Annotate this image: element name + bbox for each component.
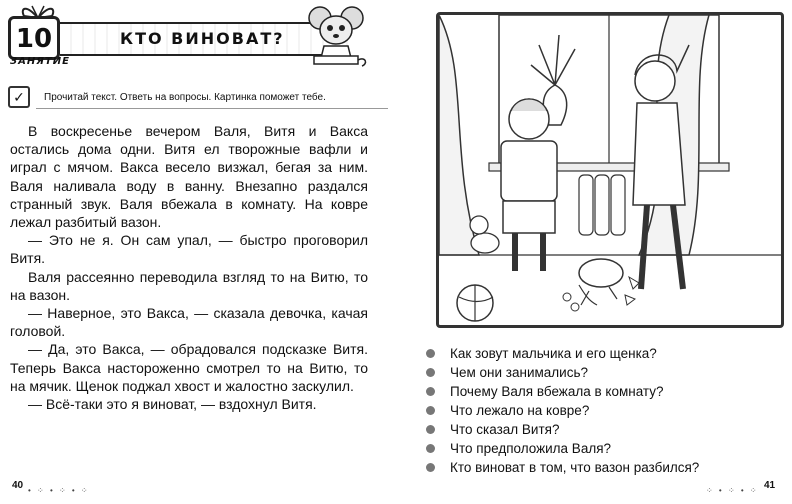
question-item: Чем они занимались?: [426, 363, 786, 382]
question-item: Как зовут мальчика и его щенка?: [426, 344, 786, 363]
question-item: Кто виноват в том, что вазон разбился?: [426, 458, 786, 477]
story-paragraph: Валя рассеянно переводила взгляд то на Витю, то на вазон.: [10, 268, 368, 303]
story-paragraph: — Всё-таки это я виноват, — вздохнул Витя.: [28, 396, 317, 413]
question-item: Почему Валя вбежала в комнату?: [426, 382, 786, 401]
footer-decoration: ⁘ • ⁘ • ⁘: [706, 486, 759, 495]
story-paragraph: — Наверное, это Вакса, — сказала девочка, качая головой.: [10, 305, 368, 340]
lesson-label: ЗАНЯТИЕ: [10, 56, 70, 67]
question-item: Что сказал Витя?: [426, 420, 786, 439]
story-paragraph: — Это не я. Он сам упал, — быстро проговорил Витя.: [10, 232, 368, 267]
check-icon: ✓: [8, 86, 30, 108]
story-paragraph: В воскресенье вечером Валя, Витя и Вакса остались дома одни. Витя ел творожные вафли и играл с мячом. Вакса весело визжал, бегая за ним. Валя наливала воду в ванну. Внезапно раздался странный звук. Валя вбежала в комнату. На ковре лежал разбитый вазон.: [10, 123, 368, 231]
page-number-left: 40: [12, 480, 24, 491]
illustration-drawing: [439, 15, 781, 325]
story-text: [10, 122, 368, 413]
page-title: КТО ВИНОВАТ?: [120, 29, 285, 48]
question-item: Что предположила Валя?: [426, 439, 786, 458]
page-number-right: 41: [764, 480, 776, 491]
question-item: Что лежало на ковре?: [426, 401, 786, 420]
instruction-divider: [36, 108, 388, 109]
story-illustration: [436, 12, 784, 328]
questions-list: [426, 344, 786, 477]
mouse-mascot-icon: [304, 4, 370, 70]
story-paragraph: — Да, это Вакса, — обрадовался подсказке Витя. Теперь Вакса настороженно смотрел то на Витю, то на мячик. Щенок поджал хвост и жалостно заскулил.: [10, 341, 368, 394]
right-page: [396, 0, 792, 504]
instruction-text: Прочитай текст. Ответь на вопросы. Картинка поможет тебе.: [44, 92, 326, 103]
lesson-number: 10: [15, 24, 53, 54]
footer-decoration: • ⁘ • ⁘ • ⁘: [28, 486, 90, 495]
